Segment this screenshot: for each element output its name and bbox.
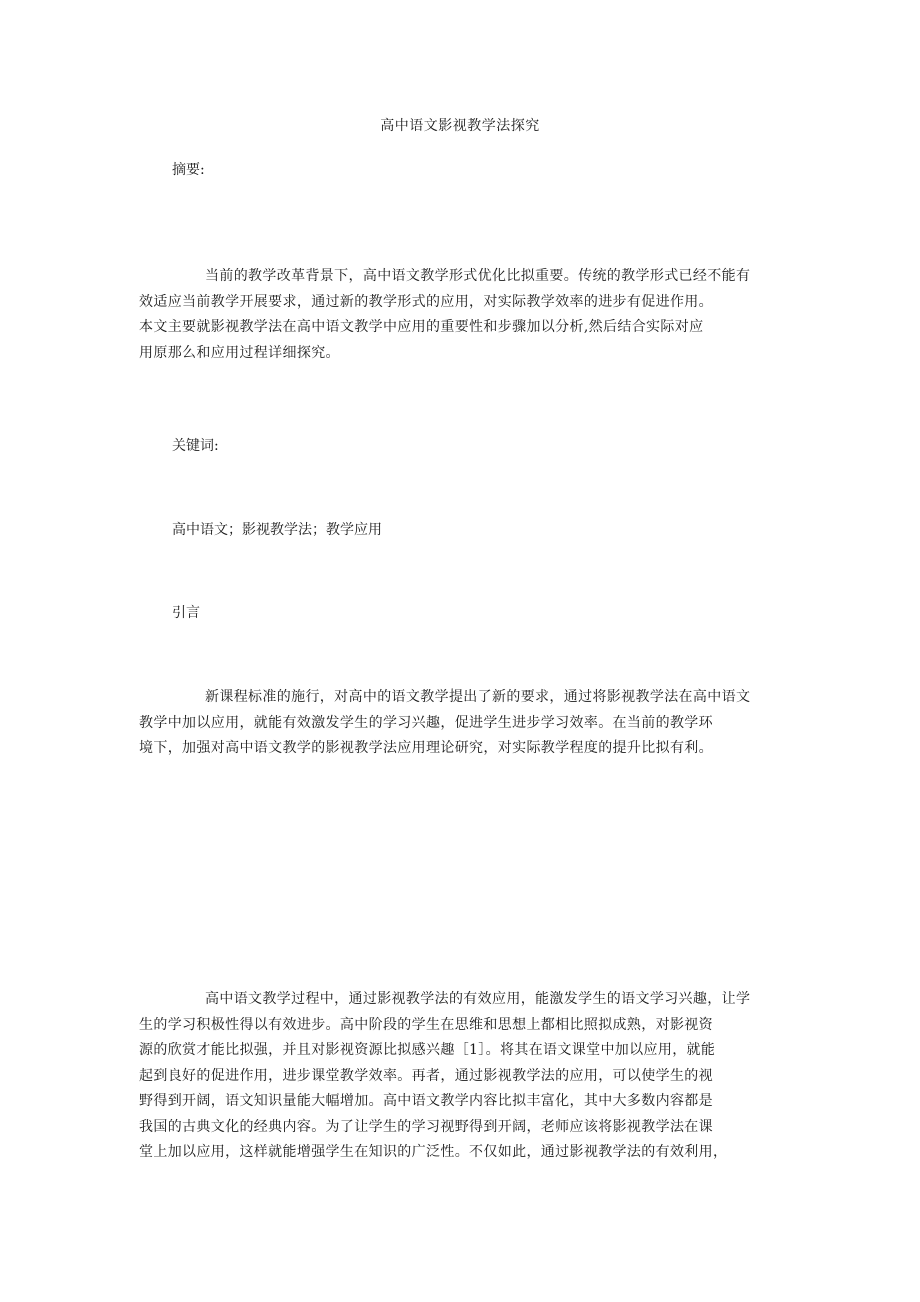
body-line: 起到良好的促进作用，进步课堂教学效率。再者，通过影视教学法的应用，可以使学生的视: [139, 1067, 713, 1084]
document-title: 高中语文影视教学法探究: [380, 118, 540, 134]
body-line: 野得到开阔，语文知识量能大幅增加。高中语文教学内容比拟丰富化，其中大多数内容都是: [139, 1093, 713, 1109]
abstract-line: 效适应当前教学开展要求，通过新的教学形式的应用，对实际教学效率的进步有促进作用。: [139, 293, 713, 310]
body-line: 高中语文教学过程中，通过影视教学法的有效应用，能激发学生的语文学习兴趣，让学: [205, 991, 751, 1007]
body-line: 我国的古典文化的经典内容。为了让学生的学习视野得到开阔，老师应该将影视教学法在课: [139, 1118, 713, 1135]
body-paragraph: [139, 987, 789, 1166]
abstract-line: 用原那么和应用过程详细探究。: [139, 344, 340, 361]
abstract-line: 当前的教学改革背景下，高中语文教学形式优化比拟重要。传统的教学形式已经不能有: [205, 268, 751, 284]
intro-line: 教学中加以应用，就能有效激发学生的学习兴趣，促进学生进步学习效率。在当前的教学环: [139, 714, 713, 731]
body-line: 生的学习积极性得以有效进步。高中阶段的学生在思维和思想上都相比照拟成熟，对影视资: [139, 1016, 713, 1033]
abstract-paragraph: [139, 264, 789, 366]
intro-line: 新课程标准的施行，对高中的语文教学提出了新的要求，通过将影视教学法在高中语文: [205, 689, 751, 705]
keywords-label: 关键词:: [172, 438, 219, 454]
body-line: 源的欣赏才能比拟强，并且对影视资源比拟感兴趣［1］。将其在语文课堂中加以应用，就能: [139, 1042, 716, 1058]
body-line: 堂上加以应用，这样就能增强学生在知识的广泛性。不仅如此，通过影视教学法的有效利用，: [139, 1144, 728, 1160]
abstract-line: 本文主要就影视教学法在高中语文教学中应用的重要性和步骤加以分析,然后结合实际对应: [139, 319, 704, 335]
intro-heading: 引言: [172, 605, 200, 621]
abstract-label: 摘要:: [172, 162, 205, 178]
intro-paragraph: [139, 685, 789, 762]
intro-line: 境下，加强对高中语文教学的影视教学法应用理论研究，对实际教学程度的提升比拟有利。: [139, 740, 713, 756]
keywords-text: 高中语文；影视教学法；教学应用: [172, 522, 382, 538]
